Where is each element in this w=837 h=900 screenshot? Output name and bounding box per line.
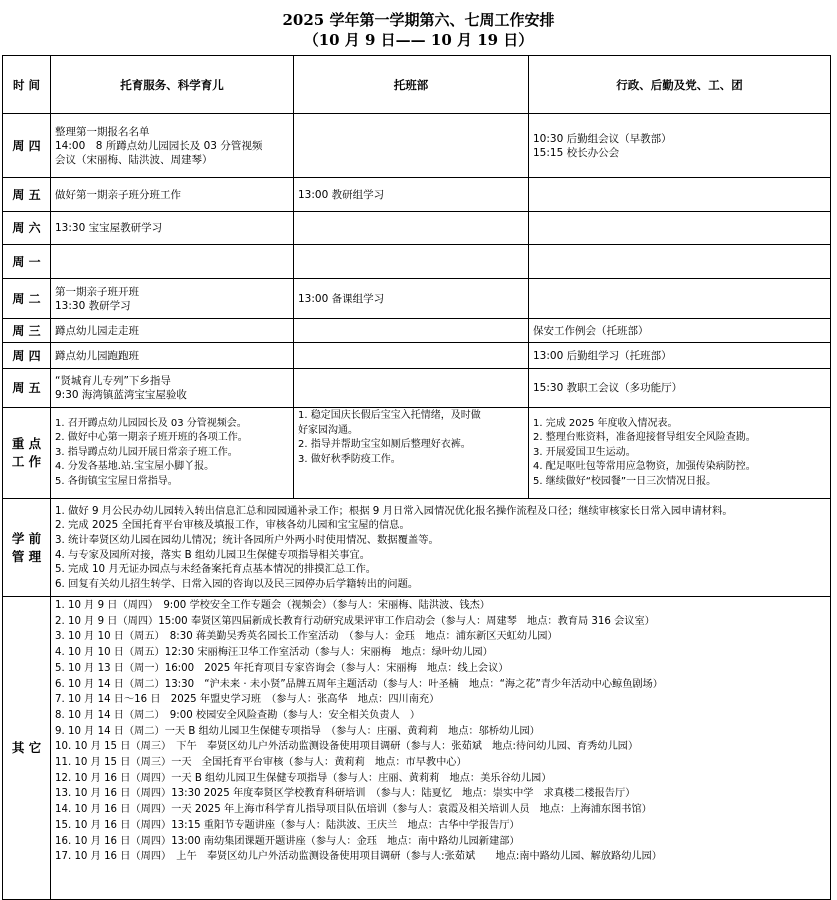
header-row xyxy=(3,56,831,114)
list-item: 2. 做好中心第一期亲子班开班的各项工作。 xyxy=(55,432,248,444)
list-item: 1. 稳定国庆长假后宝宝入托情绪，及时做 xyxy=(298,410,481,421)
list-item: 6. 10 月 14 日（周二）13:30 “沪未来 · 未小贤”品牌五周年主题活动（参与人：叶圣楠 地点：“海之花”青少年活动中心鲸鱼剧场） xyxy=(55,678,663,690)
list-item: 9. 10 月 14 日（周二）一天 B 组幼儿园卫生保健专项指导 （参与人：庄丽、黄莉莉 地点：邬桥幼儿园） xyxy=(55,725,540,737)
list-item: 1. 完成 2025 年度收入情况表。 xyxy=(533,417,678,429)
day-label: 周 三 xyxy=(3,319,51,343)
care-cell: 蹲点幼儿园走走班 xyxy=(51,319,294,343)
admin-cell xyxy=(529,212,831,245)
admin-cell xyxy=(529,279,831,319)
list-item: 5. 完成 10 月无证办园点与未经备案托育点基本情况的排摸汇总工作。 xyxy=(55,563,377,576)
list-item: 5. 各街镇宝宝屋日常指导。 xyxy=(55,475,178,487)
class-cell: 13:00 教研组学习 xyxy=(294,178,529,212)
list-item: 2. 整理台账资料，准备迎接督导组安全风险查勘。 xyxy=(533,432,756,444)
day-row xyxy=(3,212,831,245)
care-cell: 做好第一期亲子班分班工作 xyxy=(51,178,294,212)
list-item: 7. 10 月 14 日～16 日 2025 年盟史学习班 （参与人：张高华 地点：四川南充） xyxy=(55,694,440,706)
care-line: 整理第一期报名名单 xyxy=(55,125,150,138)
key-work-class xyxy=(294,408,529,499)
care-line: 14:00 8 所蹲点幼儿园园长及 03 分管视频 xyxy=(55,139,263,152)
care-line: 第一期亲子班开班 xyxy=(55,285,139,298)
list-item: 好家园沟通。 xyxy=(298,424,358,436)
day-label: 周 六 xyxy=(3,212,51,245)
care-line: 9:30 海湾镇蓝湾宝宝屋验收 xyxy=(55,389,187,401)
class-cell xyxy=(294,343,529,369)
others-row xyxy=(3,597,831,900)
class-cell xyxy=(294,114,529,178)
list-item: 13. 10 月 16 日（周四）13:30 2025 年度奉贤区学校教育科研培训 （参与人：陆夏忆 地点：崇实中学 求真楼二楼报告厅） xyxy=(55,788,636,800)
list-item: 1. 召开蹲点幼儿园园长及 03 分管视频会。 xyxy=(55,417,247,429)
key-work-admin xyxy=(529,408,831,499)
list-item: 8. 10 月 14 日（周二） 9:00 校园安全风险查勘（参与人：安全相关负责人 ） xyxy=(55,709,421,721)
list-item: 17. 10 月 16 日（周四） 上午 奉贤区幼儿户外活动监测设备使用项目调研（参与人:张茹斌 地点:南中路幼儿园、解放路幼儿园） xyxy=(55,851,662,863)
document-title: 2025 学年第一学期第六、七周工作安排 xyxy=(282,11,555,29)
list-item: 2. 指导并帮助宝宝如厕后整理好衣裤。 xyxy=(298,439,471,451)
header-time: 时 间 xyxy=(3,56,51,114)
list-item: 10. 10 月 15 日（周三） 下午 奉贤区幼儿户外活动监测设备使用项目调研（参与人：张茹斌 地点:待问幼儿园、育秀幼儿园） xyxy=(55,741,639,753)
others-content xyxy=(51,597,831,900)
list-item: 3. 指导蹲点幼儿园开展日常亲子班工作。 xyxy=(55,446,238,458)
day-row xyxy=(3,245,831,279)
class-cell: 13:00 备课组学习 xyxy=(294,279,529,319)
list-item: 1. 10 月 9 日（周四） 9:00 学校安全工作专题会（视频会）（参与人：宋丽梅、陆洪波、钱杰） xyxy=(55,600,490,611)
care-cell xyxy=(51,369,294,408)
list-item: 4. 10 月 10 日（周五）12:30 宋丽梅汪卫华工作室活动（参与人：宋丽梅 地点：绿叶幼儿园） xyxy=(55,647,493,659)
day-row xyxy=(3,114,831,178)
day-row xyxy=(3,279,831,319)
day-label: 周 五 xyxy=(3,369,51,408)
key-work-care xyxy=(51,408,294,499)
day-row xyxy=(3,369,831,408)
day-label: 周 四 xyxy=(3,343,51,369)
admin-cell xyxy=(529,245,831,279)
key-work-label: 重 点 工 作 xyxy=(3,408,51,499)
list-item: 12. 10 月 16 日（周四）一天 B 组幼儿园卫生保健专项指导（参与人：庄丽、黄莉莉 地点：美乐谷幼儿园） xyxy=(55,772,552,784)
day-label: 周 四 xyxy=(3,114,51,178)
list-item: 3. 开展爱国卫生运动。 xyxy=(533,446,636,458)
list-item: 4. 与专家及园所对接，落实 B 组幼儿园卫生保健专项指导相关事宜。 xyxy=(55,548,371,561)
care-cell xyxy=(51,279,294,319)
day-row xyxy=(3,319,831,343)
class-cell xyxy=(294,319,529,343)
care-cell xyxy=(51,245,294,279)
list-item: 1. 做好 9 月公民办幼儿园转入转出信息汇总和园园通补录工作；根据 9 月日常入园情况优化报名操作流程及口径；继续审核家长日常入园申请材料。 xyxy=(55,504,733,517)
header-admin: 行政、后勤及党、工、团 xyxy=(529,56,831,114)
key-work-row xyxy=(3,408,831,499)
day-label: 周 一 xyxy=(3,245,51,279)
day-row xyxy=(3,178,831,212)
list-item: 3. 统计奉贤区幼儿园在园幼儿情况；统计各园所户外两小时使用情况、数据覆盖等。 xyxy=(55,533,439,546)
care-cell: 13:30 宝宝屋教研学习 xyxy=(51,212,294,245)
header-care: 托育服务、科学育儿 xyxy=(51,56,294,114)
admin-line: 15:15 校长办公会 xyxy=(533,146,620,159)
admin-cell xyxy=(529,178,831,212)
admin-cell xyxy=(529,114,831,178)
list-item: 15. 10 月 16 日（周四）13:15 重阳节专题讲座（参与人：陆洪波、王庆兰 地点：古华中学报告厅） xyxy=(55,819,520,831)
admin-cell: 保安工作例会（托班部） xyxy=(529,319,831,343)
preschool-content xyxy=(51,499,831,597)
others-label: 其 它 xyxy=(3,597,51,900)
day-row xyxy=(3,343,831,369)
care-cell: 蹲点幼儿园跑跑班 xyxy=(51,343,294,369)
class-cell xyxy=(294,369,529,408)
class-cell xyxy=(294,245,529,279)
list-item: 3. 做好秋季防疫工作。 xyxy=(298,453,401,465)
list-item: 6. 回复有关幼儿招生转学、日常入园的咨询以及民三园停办后学籍转出的问题。 xyxy=(55,577,419,590)
list-item: 2. 10 月 9 日（周四）15:00 奉贤区第四届新成长教育行动研究成果评审工作启动会（参与人：周建琴 地点：教育局 316 会议室） xyxy=(55,615,655,627)
class-cell xyxy=(294,212,529,245)
title-block xyxy=(0,0,837,55)
care-cell xyxy=(51,114,294,178)
list-item: 5. 10 月 13 日（周一）16:00 2025 年托育项目专家咨询会（参与人：宋丽梅 地点：线上会议） xyxy=(55,662,509,674)
list-item: 16. 10 月 16 日（周四）13:00 南幼集团课题开题讲座（参与人：金珏 地点：南中路幼儿园新建部） xyxy=(55,835,520,847)
care-line: 13:30 教研学习 xyxy=(55,299,131,312)
day-label: 周 二 xyxy=(3,279,51,319)
preschool-label: 学 前 管 理 xyxy=(3,499,51,597)
list-item: 3. 10 月 10 日（周五） 8:30 蒋美勤吴秀英名园长工作室活动 （参与人：金珏 地点：浦东新区天虹幼儿园） xyxy=(55,631,558,643)
day-label: 周 五 xyxy=(3,178,51,212)
list-item: 4. 配足呕吐包等常用应急物资，加强传染病防控。 xyxy=(533,461,756,473)
date-range: （10 月 9 日—— 10 月 19 日） xyxy=(303,31,534,49)
list-item: 4. 分发各基地.站.宝宝屋小脚丫报。 xyxy=(55,461,215,473)
list-item: 11. 10 月 15 日（周三）一天 全国托育平台审核（参与人：黄莉莉 地点：市早教中心） xyxy=(55,757,467,769)
header-class: 托班部 xyxy=(294,56,529,114)
care-line: 会议（宋丽梅、陆洪波、周建琴） xyxy=(55,153,213,166)
admin-cell: 13:00 后勤组学习（托班部） xyxy=(529,343,831,369)
schedule-table xyxy=(2,55,831,900)
preschool-row xyxy=(3,499,831,597)
admin-line: 10:30 后勤组会议（早教部） xyxy=(533,132,672,145)
list-item: 5. 继续做好“校园餐”一日三次情况日报。 xyxy=(533,475,717,487)
list-item: 14. 10 月 16 日（周四）一天 2025 年上海市科学育儿指导项目队伍培训（参与人：袁霞及相关培训人员 地点：上海浦东图书馆） xyxy=(55,804,652,816)
care-line: “贤城育儿专列”下乡指导 xyxy=(55,375,171,387)
admin-cell: 15:30 教职工会议（多功能厅） xyxy=(529,369,831,408)
list-item: 2. 完成 2025 全国托育平台审核及填报工作，审核各幼儿园和宝宝屋的信息。 xyxy=(55,519,410,532)
